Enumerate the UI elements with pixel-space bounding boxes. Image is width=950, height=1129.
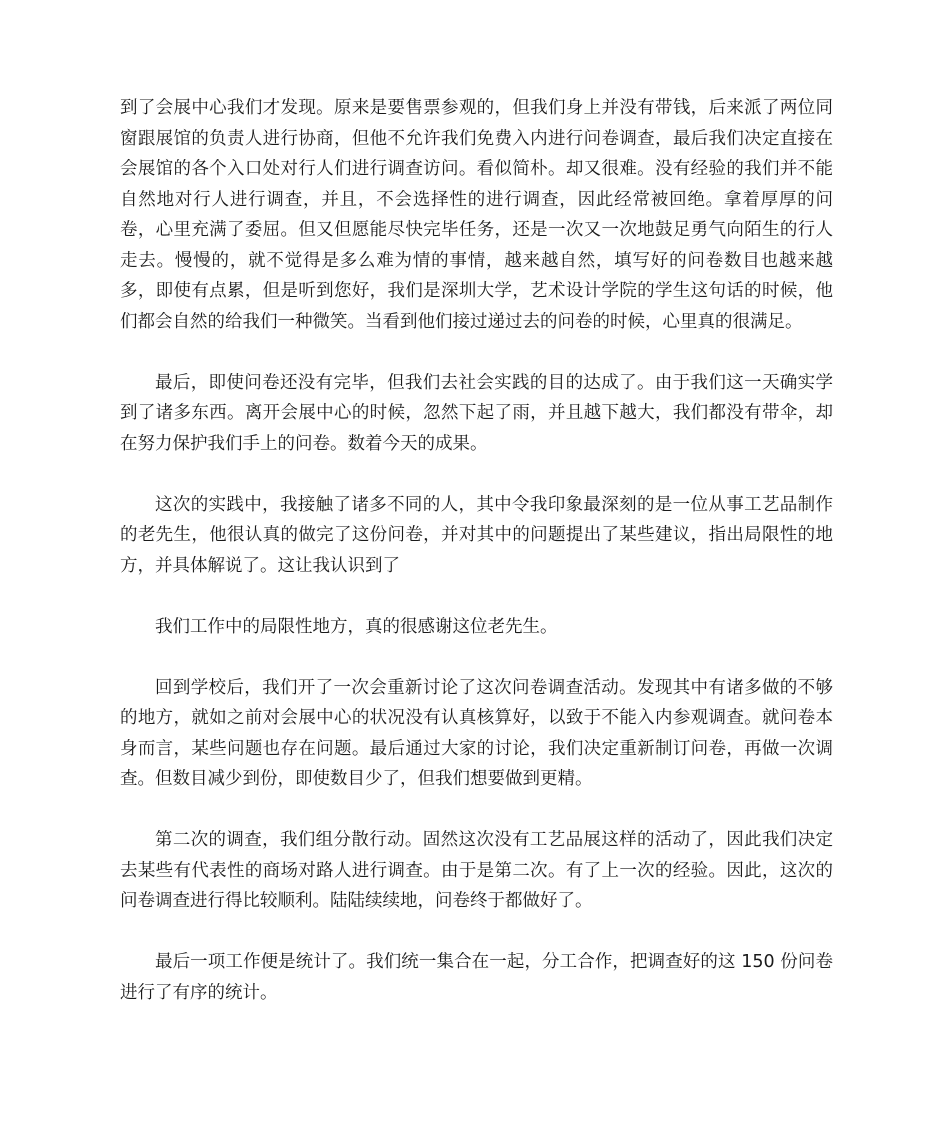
document-body [120,93,833,1039]
paragraph-3: 这次的实践中，我接触了诸多不同的人，其中令我印象最深刻的是一位从事工艺品制作的老先生，他很认真的做完了这份问卷，并对其中的问题提出了某些建议，指出局限性的地方，并具体解说了。这让我认识到了 [120,494,833,576]
paragraph-7: 最后一项工作便是统计了。我们统一集合在一起，分工合作，把调查好的这 150 份问卷进行了有序的统计。 [120,952,833,1003]
paragraph-5: 回到学校后，我们开了一次会重新讨论了这次问卷调查活动。发现其中有诸多做的不够的地方，就如之前对会展中心的状况没有认真核算好，以致于不能入内参观调查。就问卷本身而言，某些问题也存在问题。最后通过大家的讨论，我们决定重新制订问卷，再做一次调查。但数目减少到份，即使数目少了，但我们想要做到更精。 [120,677,833,789]
paragraph-4: 我们工作中的局限性地方，真的很感谢这位老先生。 [155,616,558,637]
paragraph-2: 最后，即使问卷还没有完毕，但我们去社会实践的目的达成了。由于我们这一天确实学到了诸多东西。离开会展中心的时候，忽然下起了雨，并且越下越大，我们都没有带伞，却在努力保护我们手上的问卷。数着今天的成果。 [120,372,833,454]
paragraph-6: 第二次的调查，我们组分散行动。固然这次没有工艺品展这样的活动了，因此我们决定去某些有代表性的商场对路人进行调查。由于是第二次。有了上一次的经验。因此，这次的问卷调查进行得比较顺利。陆陆续续地，问卷终于都做好了。 [120,830,833,911]
paragraph-1: 到了会展中心我们才发现。原来是要售票参观的，但我们身上并没有带钱，后来派了两位同窗跟展馆的负责人进行协商，但他不允许我们免费入内进行问卷调查，最后我们决定直接在会展馆的各个入口处对行人们进行调查访问。看似简朴。却又很难。没有经验的我们并不能自然地对行人进行调查，并且，不会选择性的进行调查，因此经常被回绝。拿着厚厚的问卷，心里充满了委屈。但又但愿能尽快完毕任务，还是一次又一次地鼓足勇气向陌生的行人走去。慢慢的，就不觉得是多么难为情的事情，越来越自然，填写好的问卷数目也越来越多，即使有点累，但是听到您好，我们是深圳大学，艺术设计学院的学生这句话的时候，他们都会自然的给我们一种微笑。当看到他们接过递过去的问卷的时候，心里真的很满足。 [120,98,833,332]
